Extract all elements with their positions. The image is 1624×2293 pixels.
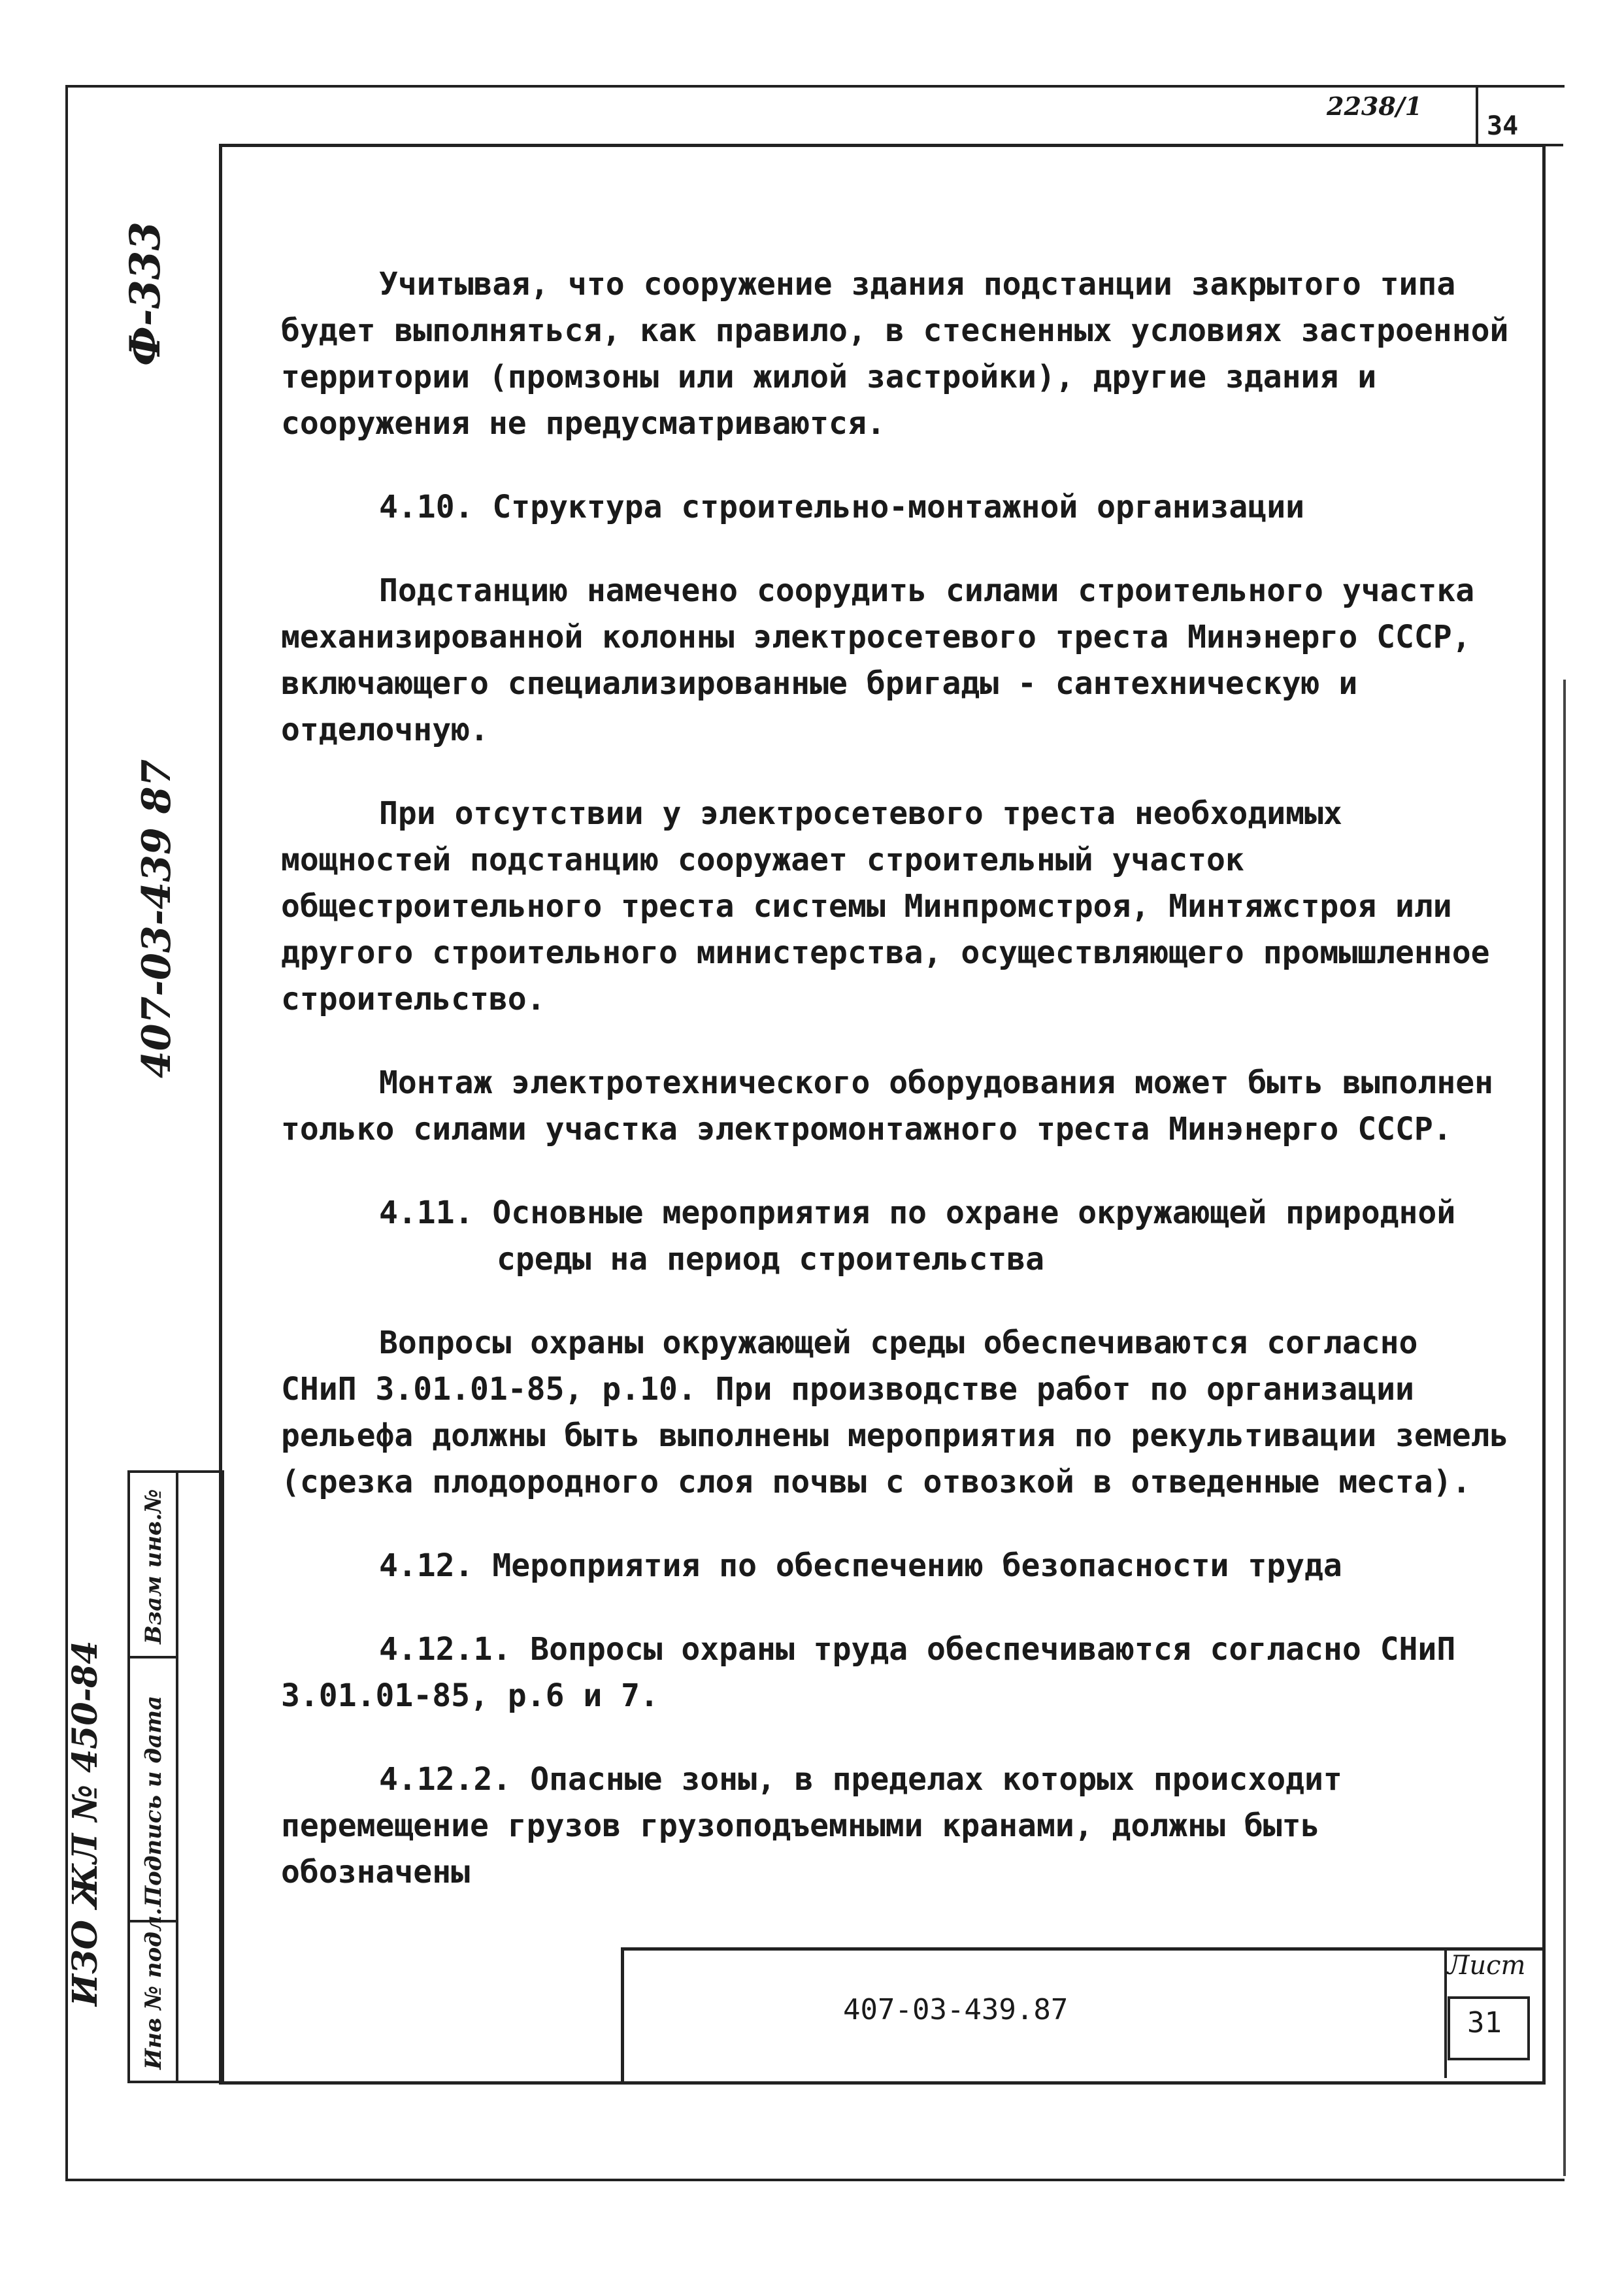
paragraph-4: Монтаж электротехнического оборудования может быть выполнен только силами участка электромонтажного треста Минэнерго СССР. (281, 1064, 1494, 1147)
paragraph-6: 4.12.1. Вопросы охраны труда обеспечиваются согласно СНиП 3.01.01-85, р.6 и 7. (281, 1631, 1456, 1714)
paragraph-5: Вопросы охраны окружающей среды обеспечиваются согласно СНиП 3.01.01-85, р.10. При производстве работ по организации рельефа должны быть выполнены мероприятия по рекультивации земель (срезка плодородного слоя почвы с отвозкой в отведенные места). (281, 1325, 1509, 1500)
stamp-cell-signature (130, 1658, 176, 1922)
stamp-replacement-label: Взам инв.№ (141, 1489, 167, 1644)
stamp-cell-replacement (130, 1473, 176, 1658)
stamp-divider (176, 1473, 178, 2081)
section-heading-4-10: 4.10. Структура строительно-монтажной организации (379, 489, 1305, 525)
stamp-inventory-label: Инв № подл. (141, 1907, 167, 2070)
paragraph-3: При отсутствии у электросетевого треста необходимых мощностей подстанцию сооружает строительный участок общестроительного треста системы Минпромстроя, Минтяжстроя или другого строительного министерства, осуществляющего промышленное строительство. (281, 795, 1490, 1017)
sheet-number: 31 (1467, 2006, 1502, 2039)
stamp-cell-inventory (130, 1907, 176, 2078)
paragraph-7: 4.12.2. Опасные зоны, в пределах которых происходит перемещение грузов грузоподъемными кранами, должны быть обозначены (281, 1761, 1342, 1890)
right-edge-line (1563, 680, 1566, 2176)
title-block-doc-code: 407-03-439.87 (843, 1993, 1069, 2026)
approval-stamp (127, 1470, 224, 2083)
inventory-note: ИЗО ЖЛ № 450-84 (65, 1640, 105, 2006)
title-block (621, 1947, 1542, 2081)
top-sheet-number: 34 (1487, 111, 1519, 141)
side-doc-code: 407-03-439 87 (134, 759, 180, 1078)
reference-mark: 2238/1 (1327, 91, 1423, 121)
section-heading-4-12: 4.12. Мероприятия по обеспечению безопасности труда (379, 1547, 1342, 1584)
sheet-label: Лист (1448, 1951, 1526, 1981)
document-body (281, 261, 1510, 1933)
stamp-signature-label: Подпись и дата (141, 1695, 167, 1907)
section-heading-4-11: 4.11. Основные мероприятия по охране окружающей природной среды на период строительства (379, 1195, 1456, 1278)
form-code: Ф-333 (121, 222, 170, 366)
paragraph-2: Подстанцию намечено соорудить силами строительного участка механизированной колонны электросетевого треста Минэнерго СССР, включающего специализированные бригады - сантехническую и отделочную. (281, 572, 1475, 748)
paragraph-1: Учитывая, что сооружение здания подстанции закрытого типа будет выполняться, как правило, в стесненных условиях застроенной территории (промзоны или жилой застройки), другие здания и сооружения не предусматриваются. (281, 266, 1509, 442)
